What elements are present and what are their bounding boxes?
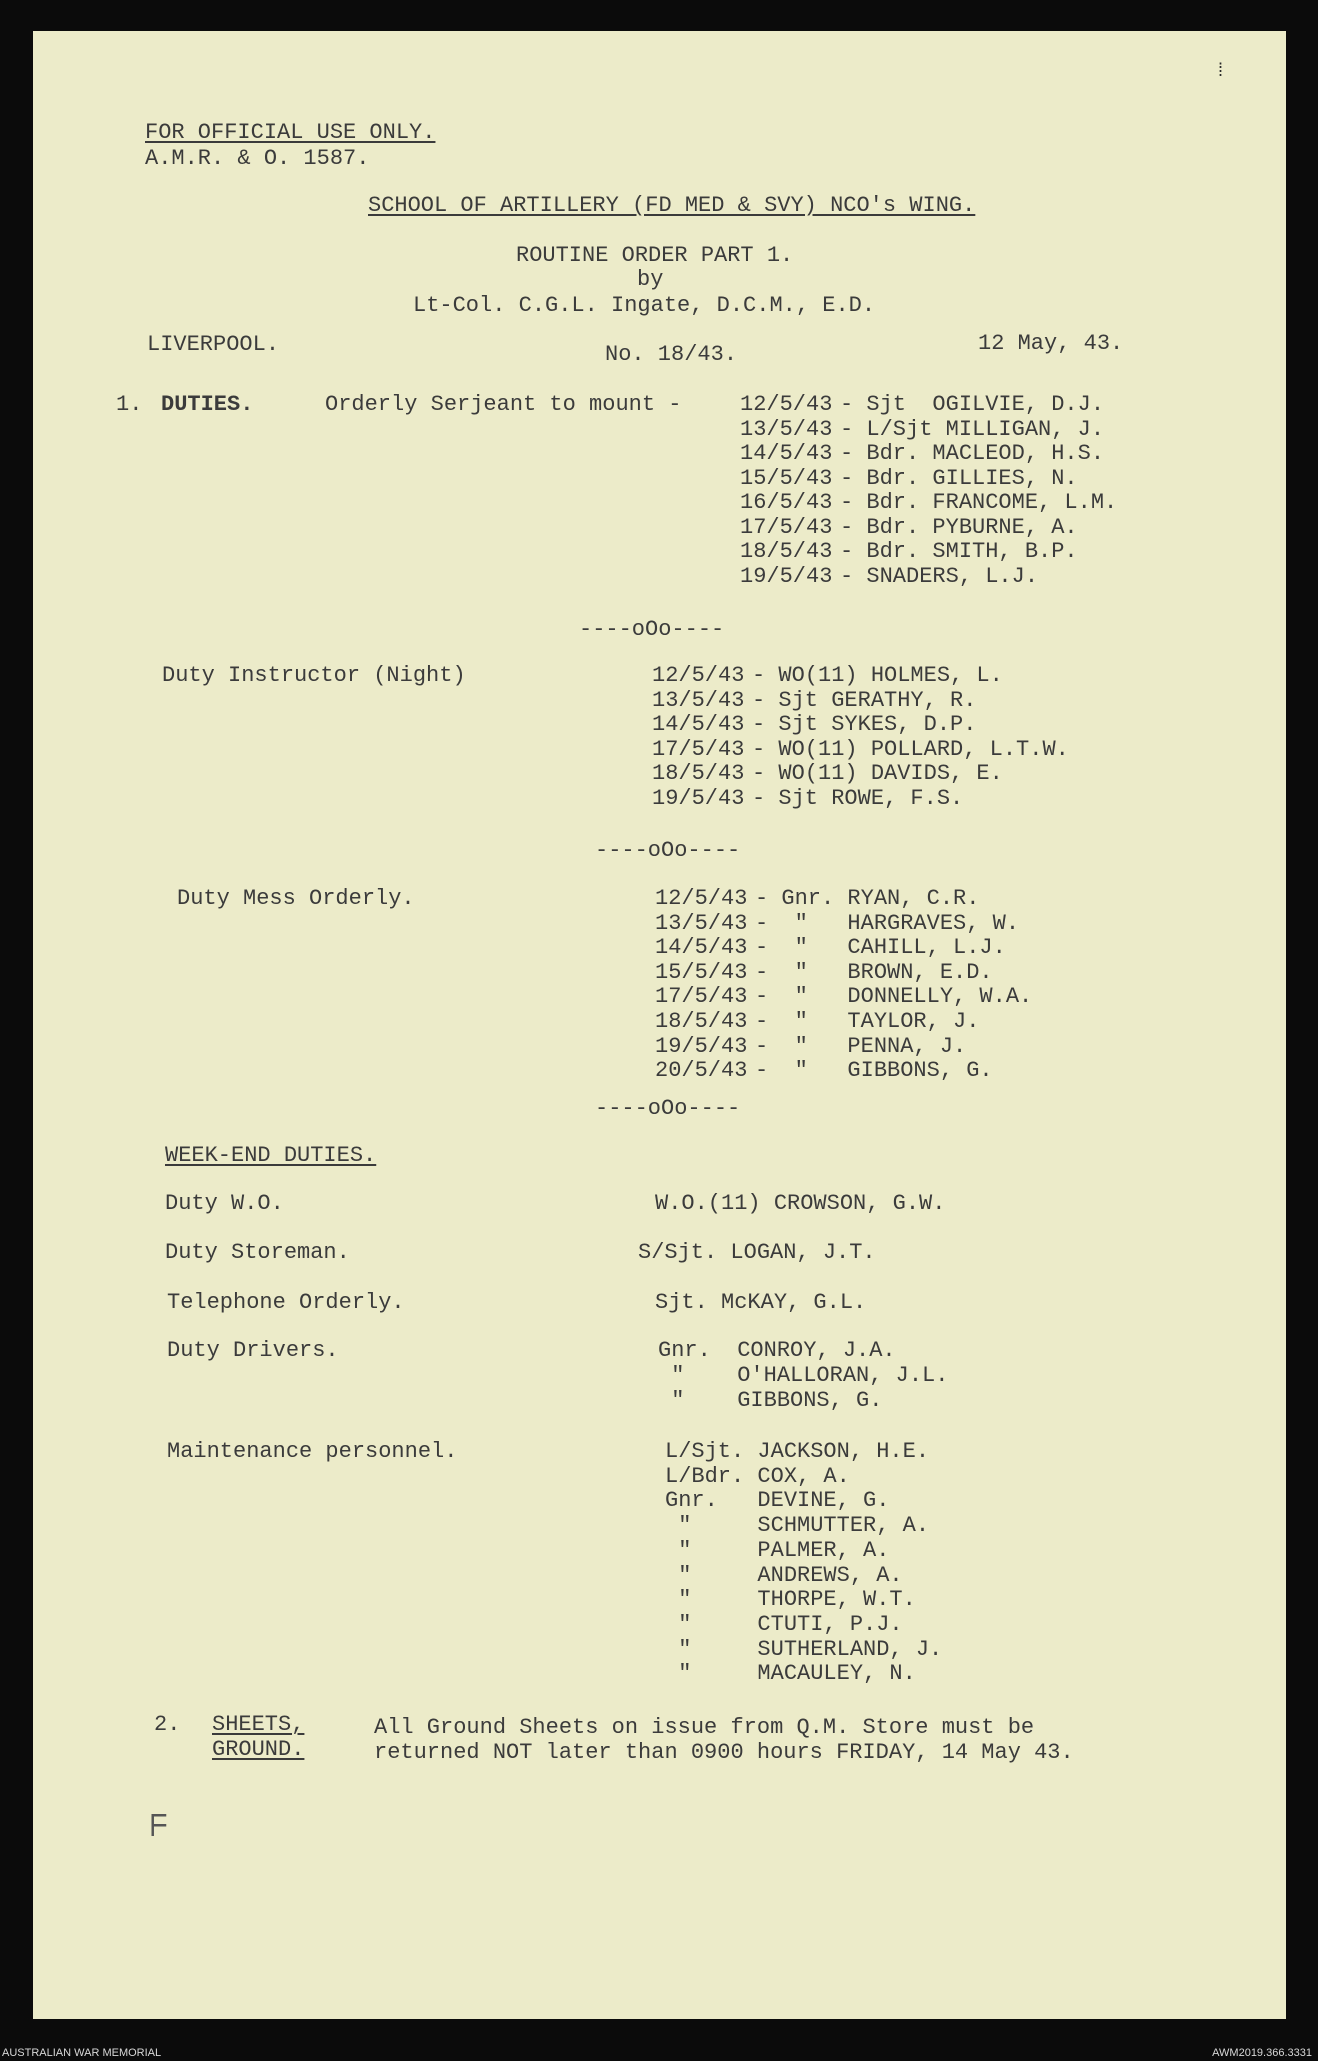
roster-date: 13/5/43 xyxy=(652,687,745,713)
roster-date: 18/5/43 xyxy=(652,761,745,786)
roster-name: - " BROWN, E.D. xyxy=(755,959,993,985)
roster-date: 20/5/43 xyxy=(655,1058,748,1084)
roster-name: - Bdr. GILLIES, N. xyxy=(840,465,1078,491)
duty-storeman-name: S/Sjt. LOGAN, J.T. xyxy=(638,1240,876,1265)
roster-name: - " DONNELLY, W.A. xyxy=(755,984,1033,1010)
roster-date: 13/5/43 xyxy=(655,910,748,936)
roster-name: - Sjt SYKES, D.P. xyxy=(752,712,977,737)
roster-name: - " TAYLOR, J. xyxy=(755,1009,980,1034)
roster-date: 12/5/43 xyxy=(740,392,833,417)
roster-date: 18/5/43 xyxy=(740,539,833,564)
classification: FOR OFFICIAL USE ONLY. xyxy=(145,120,436,145)
roster-name: - Bdr. FRANCOME, L.M. xyxy=(840,490,1118,515)
reference-number: A.M.R. & O. 1587. xyxy=(145,146,370,171)
ground-sheets-text-line1: All Ground Sheets on issue from Q.M. Store must be xyxy=(374,1715,1035,1740)
roster-name: - Bdr. MACLEOD, H.S. xyxy=(840,441,1105,466)
roster-entry: Gnr. CONROY, J.A. xyxy=(658,1338,896,1363)
issuing-officer: Lt-Col. C.G.L. Ingate, D.C.M., E.D. xyxy=(413,293,876,318)
roster-name: - " PENNA, J. xyxy=(755,1033,967,1059)
order-date: 12 May, 43. xyxy=(978,331,1124,356)
roster-name: - Bdr. PYBURNE, A. xyxy=(840,514,1078,540)
roster-name: - WO(11) POLLARD, L.T.W. xyxy=(752,736,1069,762)
footer-accession: AWM2019.366.3331 xyxy=(1212,2047,1312,2059)
roster-entry: " ANDREWS, A. xyxy=(665,1562,903,1588)
weekend-duties-title: WEEK-END DUTIES. xyxy=(165,1143,377,1168)
roster-entry: " MACAULEY, N. xyxy=(665,1661,916,1687)
roster-date: 15/5/43 xyxy=(655,959,748,985)
roster-date: 17/5/43 xyxy=(655,984,748,1010)
unit-title: SCHOOL OF ARTILLERY (FD MED & SVY) NCO's WING. xyxy=(368,193,976,218)
separator: ----oOo---- xyxy=(595,1096,741,1121)
order-by: by xyxy=(637,267,664,292)
separator: ----oOo---- xyxy=(579,617,725,642)
roster-date: 18/5/43 xyxy=(655,1009,748,1034)
roster-name: - SNADERS, L.J. xyxy=(840,563,1039,589)
roster-entry: " PALMER, A. xyxy=(665,1537,890,1563)
section-title-line1: SHEETS, xyxy=(212,1712,305,1737)
order-title: ROUTINE ORDER PART 1. xyxy=(516,243,794,268)
ground-sheets-text-line2: returned NOT later than 0900 hours FRIDAY, 14 May 43. xyxy=(374,1740,1074,1765)
duty-wo-label: Duty W.O. xyxy=(165,1191,284,1216)
duty-mess-orderly-label: Duty Mess Orderly. xyxy=(177,886,415,911)
roster-entry: L/Bdr. COX, A. xyxy=(665,1463,850,1489)
roster-name: - " HARGRAVES, W. xyxy=(755,910,1020,936)
duty-drivers-label: Duty Drivers. xyxy=(167,1338,339,1363)
roster-date: 12/5/43 xyxy=(655,886,748,911)
handwritten-mark: ᖴ xyxy=(150,1810,168,1843)
section-number: 2. xyxy=(154,1712,181,1737)
roster-name: - Bdr. SMITH, B.P. xyxy=(840,539,1078,564)
roster-date: 16/5/43 xyxy=(740,490,833,515)
duty-storeman-label: Duty Storeman. xyxy=(165,1240,350,1265)
roster-entry: " O'HALLORAN, J.L. xyxy=(658,1363,949,1388)
section-title: DUTIES. xyxy=(161,392,254,417)
roster-date: 14/5/43 xyxy=(655,935,748,961)
roster-entry: " SUTHERLAND, J. xyxy=(665,1636,943,1662)
separator: ----oOo---- xyxy=(595,838,741,863)
roster-date: 13/5/43 xyxy=(740,416,833,442)
roster-entry: " CTUTI, P.J. xyxy=(665,1611,903,1637)
telephone-orderly-label: Telephone Orderly. xyxy=(167,1290,405,1315)
roster-entry: " SCHMUTTER, A. xyxy=(665,1513,930,1539)
roster-name: - Sjt GERATHY, R. xyxy=(752,687,977,713)
roster-date: 12/5/43 xyxy=(652,663,745,688)
place: LIVERPOOL. xyxy=(147,332,280,357)
section-number: 1. xyxy=(116,392,143,417)
roster-name: - " CAHILL, L.J. xyxy=(755,935,1006,961)
maintenance-personnel-label: Maintenance personnel. xyxy=(167,1439,458,1464)
roster-date: 14/5/43 xyxy=(740,441,833,466)
roster-entry: " THORPE, W.T. xyxy=(665,1587,916,1613)
footer-credit: AUSTRALIAN WAR MEMORIAL xyxy=(2,2047,162,2059)
roster-date: 15/5/43 xyxy=(740,465,833,491)
section-title-line2: GROUND. xyxy=(212,1737,305,1762)
roster-name: - WO(11) DAVIDS, E. xyxy=(752,761,1003,786)
roster-name: - Sjt OGILVIE, D.J. xyxy=(840,392,1105,417)
roster-entry: L/Sjt. JACKSON, H.E. xyxy=(665,1439,930,1464)
duty-wo-name: W.O.(11) CROWSON, G.W. xyxy=(655,1191,946,1216)
order-number: No. 18/43. xyxy=(605,342,738,367)
roster-date: 19/5/43 xyxy=(740,563,833,589)
roster-name: - Sjt ROWE, F.S. xyxy=(752,785,964,811)
roster-name: - WO(11) HOLMES, L. xyxy=(752,663,1003,688)
handwritten-mark: ⁞ xyxy=(1218,60,1224,80)
duty-instructor-label: Duty Instructor (Night) xyxy=(162,663,466,688)
roster-entry: Gnr. DEVINE, G. xyxy=(665,1488,890,1514)
roster-entry: " GIBBONS, G. xyxy=(658,1388,883,1413)
roster-name: - Gnr. RYAN, C.R. xyxy=(755,886,980,911)
roster-name: - " GIBBONS, G. xyxy=(755,1058,993,1084)
roster-date: 19/5/43 xyxy=(652,785,745,811)
roster-date: 14/5/43 xyxy=(652,712,745,737)
telephone-orderly-name: Sjt. McKAY, G.L. xyxy=(655,1290,867,1315)
roster-date: 17/5/43 xyxy=(740,514,833,540)
roster-name: - L/Sjt MILLIGAN, J. xyxy=(840,416,1105,442)
roster-date: 19/5/43 xyxy=(655,1033,748,1059)
roster-date: 17/5/43 xyxy=(652,736,745,762)
orderly-serjeant-label: Orderly Serjeant to mount - xyxy=(325,392,682,417)
